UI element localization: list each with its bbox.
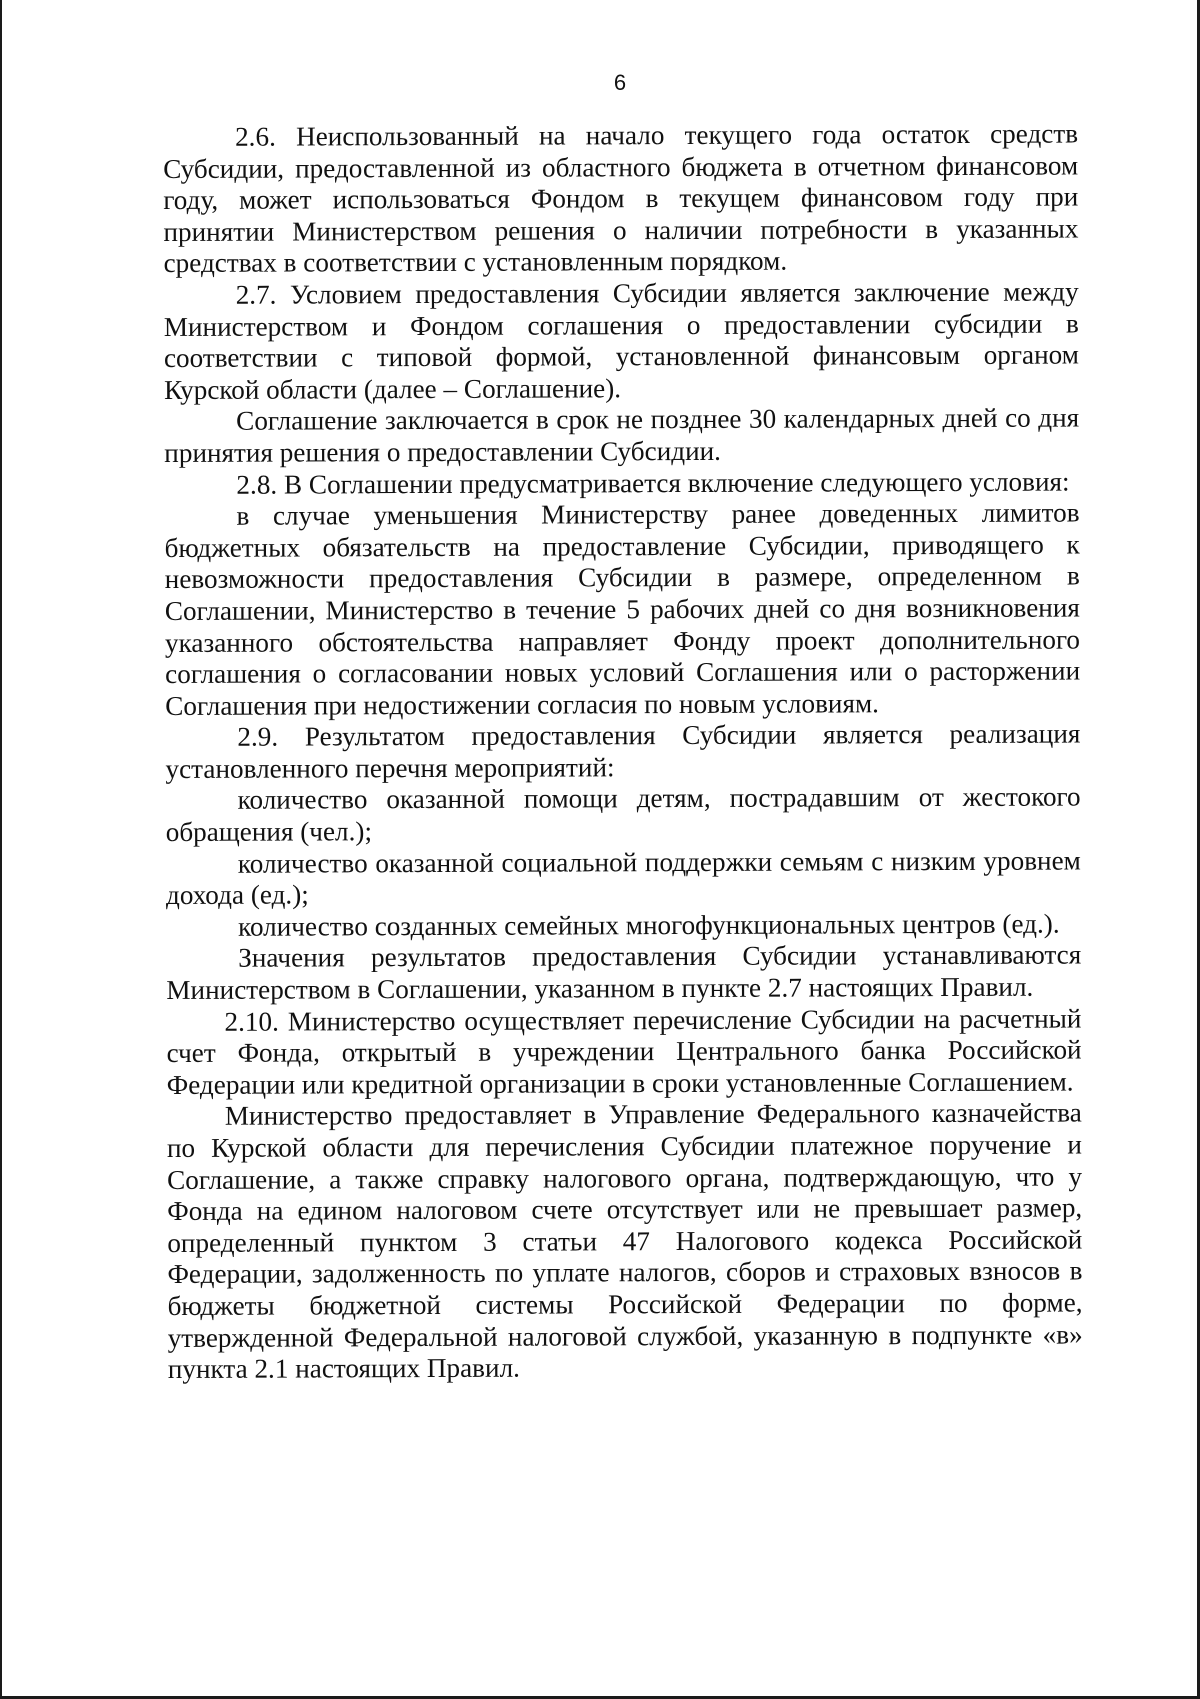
paragraph-result-values: Значения результатов предоставления Субсидии устанавливаются Министерством в Соглашении, указанном в пункте 2.7 настоящих Правил. xyxy=(166,939,1082,1006)
paragraph-2-7: 2.7. Условием предоставления Субсидии является заключение между Министерством и Фондом соглашения о предоставлении субсидии в соответствии с типовой формой, установленной финансовым органом Курской области (далее – Соглашение). xyxy=(163,276,1079,405)
result-item-families: количество оказанной социальной поддержки семьям с низким уровнем дохода (ед.); xyxy=(165,845,1081,911)
document-body xyxy=(163,118,1083,1385)
scan-left-edge xyxy=(0,0,2,1699)
paragraph-treasury-documents: Министерство предоставляет в Управление Федерального казначейства по Курской области для перечисления Субсидии платежное поручение и Соглашение, а также справку налогового органа, подтверждающую, что у Фонда на едином налоговом счете отсутствует или не превышает размер, определенный пунктом 3 статьи 47 Налогового кодекса Российской Федерации, задолженность по уплате налогов, сборов и страховых взносов в бюджеты бюджетной системы Российской Федерации по форме, утвержденной Федеральной налоговой службой, указанную в подпункте «в» пункта 2.1 настоящих Правил. xyxy=(166,1097,1083,1385)
paragraph-2-10: 2.10. Министерство осуществляет перечисление Субсидии на расчетный счет Фонда, открытый в учреждении Центрального банка Российской Федерации или кредитной организации в сроки установленные Соглашением. xyxy=(166,1003,1082,1100)
paragraph-2-6: 2.6. Неиспользованный на начало текущего года остаток средств Субсидии, предоставленной из областного бюджета в отчетном финансовом году, может использоваться Фондом в текущем финансовом году при принятии Министерством решения о наличии потребности в указанных средствах в соответствии с установленным порядком. xyxy=(163,118,1079,279)
paragraph-limits-reduction: в случае уменьшения Министерству ранее доведенных лимитов бюджетных обязательств на предоставление Субсидии, приводящего к невозможности предоставления Субсидии в размере, определенном в Соглашении, Министерство в течение 5 рабочих дней со дня возникновения указанного обстоятельства направляет Фонду проект дополнительного соглашения о согласовании новых условий Соглашения или о расторжении Соглашения при недостижении согласия по новым условиям. xyxy=(164,497,1081,721)
page-number: 6 xyxy=(613,70,627,95)
result-item-centers: количество созданных семейных многофункциональных центров (ед.). xyxy=(238,908,1060,942)
paragraph-2-9: 2.9. Результатом предоставления Субсидии является реализация установленного перечня мероприятий: xyxy=(165,718,1081,784)
paragraph-2-8: 2.8. В Соглашении предусматривается включение следующего условия: xyxy=(236,466,1070,500)
paragraph-agreement-term: Соглашение заключается в срок не позднее 30 календарных дней со дня принятия решения о предоставлении Субсидии. xyxy=(164,402,1080,468)
result-item-children: количество оказанной помощи детям, пострадавшим от жестокого обращения (чел.); xyxy=(165,781,1081,848)
